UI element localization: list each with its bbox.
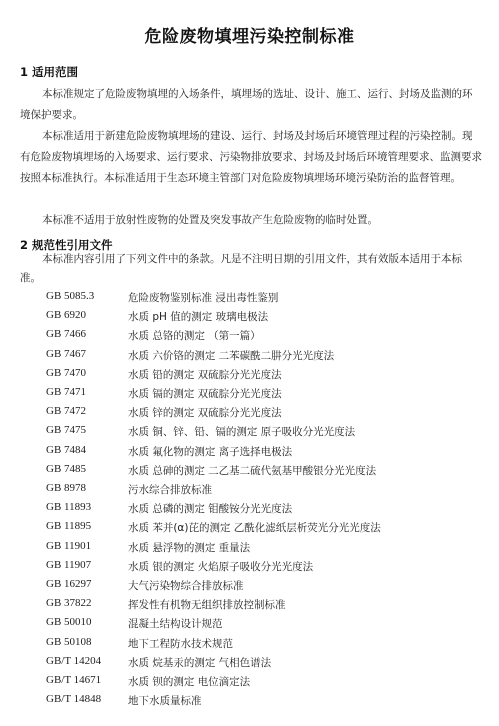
reference-title: 水质 总砷的测定 二乙基二硫代氨基甲酸银分光光度法	[128, 464, 377, 477]
reference-code: GB 50010	[46, 616, 92, 629]
section-2-paragraph-1: 本标准内容引用了下列文件中的条款。凡是不注明日期的引用文件，其有效版本适用于本标准。	[20, 253, 462, 284]
section-1-paragraph-1: 本标准规定了危险废物填埋的入场条件，填埋场的选址、设计、施工、运行、封场及监测的环境保护要求。	[20, 88, 473, 121]
reference-title: 水质 镉的测定 双硫腙分光光度法	[128, 388, 282, 400]
reference-title: 地下水质量标准	[128, 695, 202, 708]
reference-title: 水质 苯并(α)芘的测定 乙酰化滤纸层析荧光分光光度法	[128, 522, 381, 535]
reference-code: GB 8978	[46, 482, 87, 494]
reference-title: 危险废物鉴别标准 浸出毒性鉴别	[128, 292, 279, 304]
reference-code: GB 7484	[46, 443, 87, 456]
reference-title: 挥发性有机物无组织排放控制标准	[128, 599, 286, 612]
reference-title: 水质 铅的测定 双硫腙分光光度法	[128, 368, 282, 381]
reference-code: GB 7485	[46, 462, 87, 475]
section-1-paragraph-2: 本标准适用于新建危险废物填埋场的建设、运行、封场及封场后环境管理过程的污染控制。现有危险废物填埋场的入场要求、运行要求、污染物排放要求、封场及封场后环境管理要求、监测要求按照本标准执行。本标准适用于生态环境主管部门对危险废物填埋场环境污染防治的监督管理。	[20, 130, 482, 184]
reference-title: 水质 银的测定 火焰原子吸收分光光度法	[128, 560, 314, 573]
reference-code: GB 37822	[46, 597, 92, 610]
reference-code: GB 7467	[46, 347, 87, 360]
section-1-heading: 1 适用范围	[20, 65, 79, 79]
reference-code: GB 11901	[46, 539, 92, 552]
reference-code: GB 7475	[46, 424, 87, 437]
reference-code: GB 11895	[46, 520, 92, 533]
reference-code: GB 5085.3	[46, 290, 95, 302]
reference-code: GB 7471	[46, 386, 87, 398]
reference-title: 水质 钡的测定 电位滴定法	[128, 676, 251, 688]
reference-title: 混凝土结构设计规范	[128, 618, 223, 631]
reference-title: 水质 铜、锌、铅、镉的测定 原子吸收分光光度法	[128, 426, 356, 439]
reference-code: GB 7466	[46, 328, 87, 341]
reference-title: 水质 总磷的测定 钼酸铵分光光度法	[128, 503, 293, 516]
reference-title: 水质 锌的测定 双硫腙分光光度法	[128, 407, 282, 420]
reference-code: GB 6920	[46, 309, 87, 322]
reference-code: GB 7472	[46, 405, 87, 418]
reference-code: GB 11893	[46, 501, 92, 514]
reference-title: 水质 悬浮物的测定 重量法	[128, 541, 251, 554]
reference-title: 大气污染物综合排放标准	[128, 580, 244, 592]
reference-title: 污水综合排放标准	[128, 484, 212, 496]
reference-code: GB 16297	[46, 578, 92, 590]
reference-title: 水质 氟化物的测定 离子选择电极法	[128, 445, 293, 458]
reference-code: GB 11907	[46, 558, 92, 571]
reference-code: GB 50108	[46, 635, 92, 648]
section-1-paragraph-3: 本标准不适用于放射性废物的处置及突发事故产生危险废物的临时处置。	[42, 214, 378, 226]
reference-code: GB/T 14204	[46, 654, 102, 667]
reference-title: 水质 烷基汞的测定 气相色谱法	[128, 656, 272, 669]
reference-title: 地下工程防水技术规范	[128, 637, 233, 650]
reference-code: GB/T 14848	[46, 693, 102, 706]
reference-title: 水质 总铬的测定 （第一篇）	[128, 330, 261, 343]
reference-code: GB/T 14671	[46, 674, 102, 686]
reference-code: GB 7470	[46, 366, 87, 379]
reference-title: 水质 六价铬的测定 二苯碳酰二肼分光光度法	[128, 349, 335, 362]
section-2-heading: 2 规范性引用文件	[20, 238, 113, 252]
reference-title: 水质 pH 值的测定 玻璃电极法	[128, 311, 269, 324]
document-title: 危险废物填埋污染控制标准	[144, 27, 355, 47]
